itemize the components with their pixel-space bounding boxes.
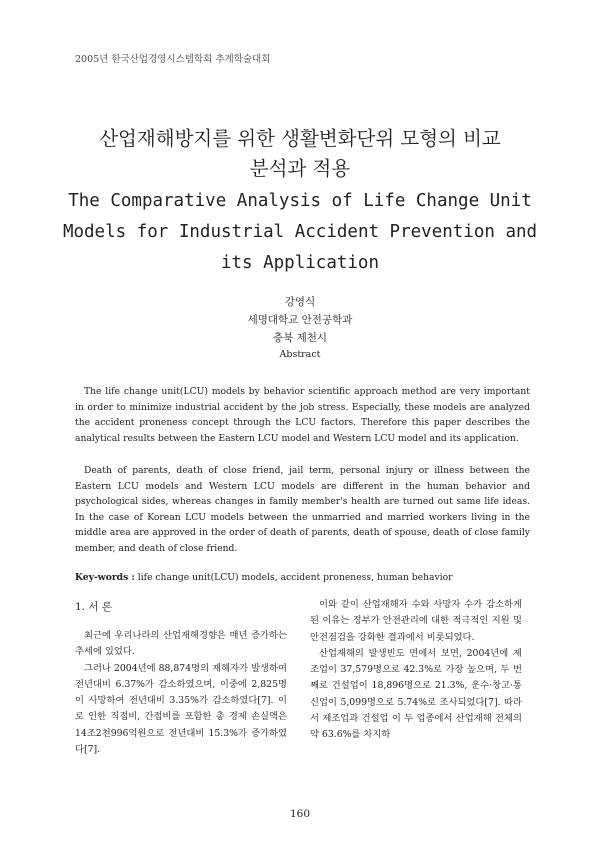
- author-location: 충북 제천시: [272, 332, 328, 344]
- keywords-label: Key-words :: [75, 572, 135, 583]
- title-korean-line-2: 분석과 적용: [249, 157, 351, 180]
- title-korean-line-1: 산업재해방지를 위한 생활변화단위 모형의 비교: [99, 127, 501, 150]
- author-name: 강영식: [284, 296, 316, 308]
- right-column: [310, 597, 522, 744]
- title-english-line-2: Models for Industrial Accident Prevention and: [62, 222, 538, 242]
- left-column: [75, 628, 287, 758]
- title-english-line-1: The Comparative Analysis of Life Change Unit: [68, 191, 532, 211]
- section-heading: 1. 서 론: [75, 601, 112, 613]
- page-number: 160: [289, 808, 311, 820]
- left-paragraph-2: 그러나 2004년에 88,874명의 재해자가 발생하여 전년대비 6.37%가 감소하였으며, 이중에 2,825명이 사망하여 전년대비 3.35%가 감소하였다[7]. 이로 인한 직접비, 간접비를 포함한 총 경제 손실액은 14조2천996억원으로 전년대비 15.3%가 증가하였다[7].: [75, 662, 287, 756]
- author-affiliation: 세명대학교 안전공학과: [247, 314, 353, 326]
- title-english-line-3: its Application: [220, 253, 380, 273]
- abstract-heading: Abstract: [279, 349, 321, 360]
- keywords-text: life change unit(LCU) models, accident proneness, human behavior: [137, 572, 453, 583]
- left-paragraph-1: 최근에 우리나라의 산업재해경향은 매년 증가하는 추세에 있었다.: [75, 630, 287, 658]
- abstract-paragraph-1: The life change unit(LCU) models by behavior scientific approach method are very important in order to minimize industrial accident by the job stress. Especially, these models are analyzed the accident proneness concept through the LCU factors. Therefore this paper describes the analytical results between the Eastern LCU model and Western LCU model and its application.: [75, 386, 530, 444]
- abstract-paragraph-2: Death of parents, death of close friend, jail term, personal injury or illness between the Eastern LCU models and Western LCU models are different in the human behavior and psychological sides, whereas changes in family member's health are turned out same life ideas. In the case of Korean LCU models between the unmarried and married workers living in the middle area are approved in the order of death of parents, death of spouse, death of close family member, and death of close friend.: [75, 465, 530, 554]
- right-paragraph-1: 이와 같이 산업재해자 수와 사망자 수가 감소하게 된 이유는 정부가 안전관리에 대한 적극적인 지원 및 안전점검을 강화한 결과에서 비롯되었다.: [310, 599, 522, 643]
- right-paragraph-2: 산업재해의 발생빈도 면에서 보면, 2004년에 제조업이 37,579명으로 42.3%로 가장 높으며, 두 번째로 건설업이 18,896명으로 21.3%, 운수·창고·통신업이 5,099명으로 5.74%로 조사되었다[7]. 따라서 제조업과 건설업 이 두 업종에서 산업재해 전체의 약 63.6%를 차지하: [310, 647, 522, 741]
- keywords-line: [75, 572, 535, 583]
- conference-header: 2005년 한국산업경영시스템학회 추계학술대회: [75, 54, 271, 65]
